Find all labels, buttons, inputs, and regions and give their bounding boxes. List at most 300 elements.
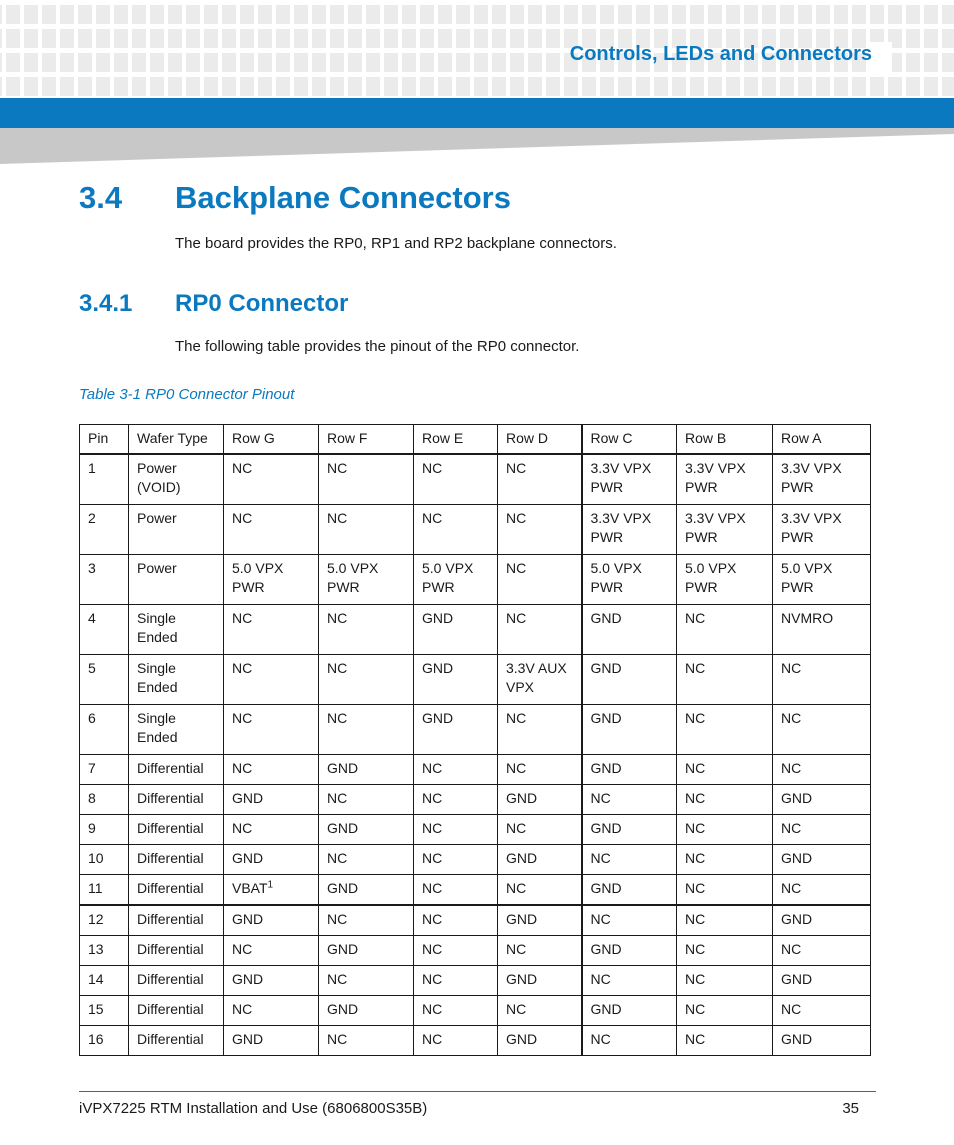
table-cell xyxy=(319,875,414,906)
table-cell xyxy=(773,936,871,966)
cell-text: GND xyxy=(506,911,538,927)
table-cell xyxy=(129,505,224,555)
table-cell xyxy=(129,705,224,755)
cell-text: 5.0 VPX PWR xyxy=(232,560,284,595)
table-cell xyxy=(773,905,871,936)
cell-text: Single Ended xyxy=(137,660,178,695)
cell-text: NC xyxy=(232,510,253,526)
column-header: Row E xyxy=(414,425,498,455)
cell-text: 2 xyxy=(88,510,96,526)
table-cell xyxy=(129,605,224,655)
table-cell xyxy=(319,996,414,1026)
table-cell xyxy=(414,845,498,875)
table-cell xyxy=(582,996,677,1026)
table-cell xyxy=(414,815,498,845)
cell-text: NC xyxy=(327,850,348,866)
table-cell xyxy=(319,705,414,755)
table-cell xyxy=(319,1026,414,1056)
table-cell xyxy=(677,936,773,966)
cell-text: NC xyxy=(422,941,443,957)
section-number: 3.4 xyxy=(79,180,123,215)
cell-text: NC xyxy=(327,510,348,526)
header-gray-wedge xyxy=(0,128,954,164)
cell-text: Differential xyxy=(137,911,204,927)
table-cell xyxy=(414,454,498,505)
table-cell xyxy=(224,755,319,785)
cell-text: NC xyxy=(781,760,802,776)
table-cell xyxy=(677,755,773,785)
table-cell xyxy=(80,875,129,906)
cell-text: NC xyxy=(590,1031,611,1047)
table-cell xyxy=(773,996,871,1026)
cell-text: 3 xyxy=(88,560,96,576)
cell-text: NC xyxy=(781,1001,802,1017)
cell-text: GND xyxy=(590,820,622,836)
table-cell xyxy=(224,785,319,815)
cell-text: NC xyxy=(590,850,611,866)
cell-text: 9 xyxy=(88,820,96,836)
table-cell xyxy=(773,555,871,605)
cell-text: NC xyxy=(781,941,802,957)
cell-text: 1 xyxy=(88,460,96,476)
table-cell xyxy=(80,785,129,815)
table-cell xyxy=(582,655,677,705)
column-header: Row D xyxy=(498,425,582,455)
cell-text: VBAT xyxy=(232,880,268,896)
cell-text: NC xyxy=(422,1001,443,1017)
table-cell xyxy=(129,966,224,996)
table-cell xyxy=(319,555,414,605)
cell-text: 8 xyxy=(88,790,96,806)
section-heading xyxy=(79,180,511,216)
table-cell xyxy=(582,785,677,815)
table-cell xyxy=(582,505,677,555)
cell-text: NC xyxy=(506,820,527,836)
cell-text: GND xyxy=(590,760,622,776)
table-caption: Table 3-1 RP0 Connector Pinout xyxy=(79,386,295,403)
table-cell xyxy=(224,1026,319,1056)
table-cell xyxy=(319,505,414,555)
table-cell xyxy=(414,785,498,815)
table-cell xyxy=(773,966,871,996)
table-cell xyxy=(80,1026,129,1056)
column-header: Wafer Type xyxy=(129,425,224,455)
cell-text: Single Ended xyxy=(137,610,178,645)
cell-text: NC xyxy=(590,911,611,927)
cell-text: 4 xyxy=(88,610,96,626)
table-cell xyxy=(498,655,582,705)
cell-text: Power xyxy=(137,560,177,576)
table-cell xyxy=(498,605,582,655)
table-cell xyxy=(498,755,582,785)
cell-text: Differential xyxy=(137,790,204,806)
cell-text: NC xyxy=(685,760,706,776)
cell-text: NVMRO xyxy=(781,610,834,626)
cell-text: NC xyxy=(685,941,706,957)
table-cell xyxy=(129,555,224,605)
table-cell xyxy=(224,875,319,906)
table-cell xyxy=(80,815,129,845)
cell-text: NC xyxy=(685,610,706,626)
table-cell xyxy=(582,755,677,785)
cell-text: NC xyxy=(506,510,527,526)
table-cell xyxy=(498,555,582,605)
table-cell xyxy=(582,905,677,936)
cell-text: GND xyxy=(422,710,454,726)
table-cell xyxy=(80,555,129,605)
table-cell xyxy=(773,605,871,655)
cell-text: GND xyxy=(506,850,538,866)
cell-text: NC xyxy=(327,710,348,726)
table-cell xyxy=(677,996,773,1026)
cell-text: Differential xyxy=(137,941,204,957)
table-cell xyxy=(319,785,414,815)
footnote-marker: 1 xyxy=(267,879,274,891)
table-cell xyxy=(224,845,319,875)
table-cell xyxy=(414,966,498,996)
cell-text: GND xyxy=(327,1001,359,1017)
cell-text: 3.3V VPX PWR xyxy=(590,510,652,545)
cell-text: NC xyxy=(232,710,253,726)
cell-text: NC xyxy=(422,820,443,836)
table-cell xyxy=(773,875,871,906)
table-cell xyxy=(319,845,414,875)
table-cell xyxy=(582,454,677,505)
table-row xyxy=(80,555,871,605)
table-cell xyxy=(80,905,129,936)
table-row xyxy=(80,996,871,1026)
table-cell xyxy=(414,505,498,555)
table-cell xyxy=(224,936,319,966)
cell-text: 11 xyxy=(88,880,103,896)
table-cell xyxy=(677,655,773,705)
cell-text: 5 xyxy=(88,660,96,676)
table-cell xyxy=(677,845,773,875)
table-row xyxy=(80,875,871,906)
cell-text: GND xyxy=(506,790,538,806)
table-cell xyxy=(414,905,498,936)
cell-text: GND xyxy=(422,610,454,626)
cell-text: NC xyxy=(422,760,443,776)
table-cell xyxy=(498,905,582,936)
cell-text: NC xyxy=(422,510,443,526)
table-cell xyxy=(677,785,773,815)
cell-text: Power xyxy=(137,510,177,526)
table-cell xyxy=(677,875,773,906)
cell-text: NC xyxy=(781,820,802,836)
table-cell xyxy=(773,845,871,875)
cell-text: NC xyxy=(422,790,443,806)
cell-text: 7 xyxy=(88,760,96,776)
table-row xyxy=(80,454,871,505)
table-cell xyxy=(129,755,224,785)
cell-text: GND xyxy=(590,1001,622,1017)
table-cell xyxy=(319,815,414,845)
cell-text: 15 xyxy=(88,1001,104,1017)
table-cell xyxy=(129,655,224,705)
table-cell xyxy=(414,936,498,966)
cell-text: NC xyxy=(327,660,348,676)
table-row xyxy=(80,655,871,705)
table-cell xyxy=(80,605,129,655)
table-cell xyxy=(129,1026,224,1056)
cell-text: GND xyxy=(590,880,622,896)
table-row xyxy=(80,785,871,815)
cell-text: NC xyxy=(232,760,253,776)
subsection-number: 3.4.1 xyxy=(79,290,133,317)
cell-text: GND xyxy=(327,941,359,957)
table-cell xyxy=(582,815,677,845)
table-cell xyxy=(414,555,498,605)
table-cell xyxy=(498,705,582,755)
cell-text: NC xyxy=(590,790,611,806)
cell-text: GND xyxy=(590,660,622,676)
cell-text: 5.0 VPX PWR xyxy=(590,560,642,595)
cell-text: NC xyxy=(506,880,527,896)
table-row xyxy=(80,1026,871,1056)
table-row xyxy=(80,755,871,785)
table-cell xyxy=(582,845,677,875)
table-cell xyxy=(224,705,319,755)
table-row xyxy=(80,505,871,555)
table-cell xyxy=(414,605,498,655)
cell-text: 5.0 VPX PWR xyxy=(685,560,737,595)
cell-text: 3.3V AUX VPX xyxy=(506,660,567,695)
table-cell xyxy=(80,966,129,996)
table-cell xyxy=(582,1026,677,1056)
table-cell xyxy=(582,555,677,605)
column-header: Row B xyxy=(677,425,773,455)
cell-text: NC xyxy=(232,660,253,676)
cell-text: GND xyxy=(781,850,813,866)
cell-text: NC xyxy=(422,911,443,927)
cell-text: GND xyxy=(232,850,264,866)
table-cell xyxy=(80,936,129,966)
cell-text: GND xyxy=(232,911,264,927)
cell-text: NC xyxy=(327,790,348,806)
table-cell xyxy=(319,454,414,505)
cell-text: Differential xyxy=(137,880,204,896)
table-cell xyxy=(582,875,677,906)
cell-text: NC xyxy=(327,971,348,987)
cell-text: NC xyxy=(506,941,527,957)
table-cell xyxy=(80,755,129,785)
table-header-row xyxy=(80,425,871,455)
table-cell xyxy=(773,705,871,755)
cell-text: NC xyxy=(781,710,802,726)
table-cell xyxy=(498,454,582,505)
table-cell xyxy=(224,555,319,605)
table-cell xyxy=(80,454,129,505)
table-cell xyxy=(129,815,224,845)
table-cell xyxy=(773,815,871,845)
cell-text: 3.3V VPX PWR xyxy=(781,460,842,495)
table-cell xyxy=(677,815,773,845)
cell-text: NC xyxy=(232,610,253,626)
table-cell xyxy=(319,936,414,966)
table-row xyxy=(80,815,871,845)
cell-text: NC xyxy=(781,880,802,896)
cell-text: NC xyxy=(327,1031,348,1047)
cell-text: NC xyxy=(506,710,527,726)
cell-text: NC xyxy=(506,460,527,476)
section-title: Backplane Connectors xyxy=(175,180,511,215)
cell-text: Single Ended xyxy=(137,710,178,745)
table-cell xyxy=(582,936,677,966)
cell-text: Differential xyxy=(137,1031,204,1047)
cell-text: NC xyxy=(685,911,706,927)
table-cell xyxy=(414,1026,498,1056)
table-cell xyxy=(319,966,414,996)
cell-text: Power (VOID) xyxy=(137,460,181,495)
footer-rule xyxy=(79,1091,876,1092)
cell-text: NC xyxy=(327,610,348,626)
cell-text: NC xyxy=(685,790,706,806)
cell-text: GND xyxy=(232,971,264,987)
table-row xyxy=(80,936,871,966)
table-cell xyxy=(80,996,129,1026)
cell-text: 6 xyxy=(88,710,96,726)
table-cell xyxy=(80,845,129,875)
cell-text: NC xyxy=(685,1031,706,1047)
cell-text: NC xyxy=(506,560,527,576)
running-header-title: Controls, LEDs and Connectors xyxy=(569,43,872,65)
cell-text: NC xyxy=(781,660,802,676)
table-cell xyxy=(224,454,319,505)
cell-text: 10 xyxy=(88,850,104,866)
table-cell xyxy=(677,905,773,936)
table-cell xyxy=(224,996,319,1026)
table-cell xyxy=(677,454,773,505)
table-cell xyxy=(224,905,319,936)
table-cell xyxy=(80,505,129,555)
table-cell xyxy=(677,1026,773,1056)
table-row xyxy=(80,905,871,936)
column-header: Row G xyxy=(224,425,319,455)
cell-text: NC xyxy=(685,971,706,987)
cell-text: GND xyxy=(781,790,813,806)
table-cell xyxy=(773,1026,871,1056)
cell-text: GND xyxy=(590,941,622,957)
cell-text: Differential xyxy=(137,1001,204,1017)
table-row xyxy=(80,845,871,875)
cell-text: GND xyxy=(590,710,622,726)
table-cell xyxy=(582,705,677,755)
table-cell xyxy=(677,505,773,555)
cell-text: NC xyxy=(232,820,253,836)
page-number: 35 xyxy=(842,1100,859,1117)
table-cell xyxy=(319,655,414,705)
cell-text: NC xyxy=(232,941,253,957)
table-cell xyxy=(498,936,582,966)
cell-text: 13 xyxy=(88,941,104,957)
pinout-table xyxy=(79,424,871,1056)
cell-text: GND xyxy=(422,660,454,676)
table-cell xyxy=(498,815,582,845)
cell-text: 5.0 VPX PWR xyxy=(422,560,474,595)
column-header: Row C xyxy=(582,425,677,455)
table-cell xyxy=(414,655,498,705)
cell-text: Differential xyxy=(137,971,204,987)
table-cell xyxy=(129,996,224,1026)
cell-text: GND xyxy=(327,880,359,896)
cell-text: NC xyxy=(422,1031,443,1047)
table-cell xyxy=(582,605,677,655)
cell-text: NC xyxy=(685,880,706,896)
table-cell xyxy=(414,875,498,906)
cell-text: NC xyxy=(422,971,443,987)
table-cell xyxy=(498,966,582,996)
cell-text: 3.3V VPX PWR xyxy=(781,510,842,545)
table-cell xyxy=(224,966,319,996)
section-intro: The board provides the RP0, RP1 and RP2 backplane connectors. xyxy=(175,235,617,252)
cell-text: Differential xyxy=(137,760,204,776)
table-cell xyxy=(498,875,582,906)
cell-text: 3.3V VPX PWR xyxy=(685,460,746,495)
cell-text: GND xyxy=(232,790,264,806)
table-cell xyxy=(498,1026,582,1056)
table-row xyxy=(80,966,871,996)
table-cell xyxy=(129,905,224,936)
cell-text: NC xyxy=(506,760,527,776)
table-cell xyxy=(224,655,319,705)
table-row xyxy=(80,705,871,755)
column-header: Row A xyxy=(773,425,871,455)
table-cell xyxy=(319,905,414,936)
table-cell xyxy=(129,875,224,906)
cell-text: 12 xyxy=(88,911,104,927)
table-cell xyxy=(677,605,773,655)
table-cell xyxy=(414,755,498,785)
cell-text: GND xyxy=(506,971,538,987)
cell-text: Differential xyxy=(137,850,204,866)
cell-text: 5.0 VPX PWR xyxy=(327,560,379,595)
table-cell xyxy=(773,755,871,785)
table-cell xyxy=(319,755,414,785)
table-cell xyxy=(129,845,224,875)
cell-text: NC xyxy=(590,971,611,987)
cell-text: NC xyxy=(327,460,348,476)
table-cell xyxy=(677,966,773,996)
cell-text: NC xyxy=(422,850,443,866)
table-cell xyxy=(773,454,871,505)
column-header: Row F xyxy=(319,425,414,455)
table-cell xyxy=(773,655,871,705)
cell-text: NC xyxy=(685,660,706,676)
table-cell xyxy=(224,815,319,845)
cell-text: GND xyxy=(781,911,813,927)
table-cell xyxy=(80,705,129,755)
table-cell xyxy=(677,555,773,605)
table-cell xyxy=(129,454,224,505)
table-cell xyxy=(80,655,129,705)
cell-text: NC xyxy=(327,911,348,927)
column-header: Pin xyxy=(80,425,129,455)
header-blue-bar xyxy=(0,98,954,128)
table-cell xyxy=(773,785,871,815)
cell-text: GND xyxy=(506,1031,538,1047)
table-cell xyxy=(498,845,582,875)
table-cell xyxy=(677,705,773,755)
cell-text: 16 xyxy=(88,1031,104,1047)
subsection-intro: The following table provides the pinout of the RP0 connector. xyxy=(175,338,580,355)
table-cell xyxy=(129,785,224,815)
cell-text: GND xyxy=(781,1031,813,1047)
cell-text: 3.3V VPX PWR xyxy=(685,510,746,545)
table-cell xyxy=(414,705,498,755)
cell-text: NC xyxy=(685,850,706,866)
table-cell xyxy=(498,996,582,1026)
